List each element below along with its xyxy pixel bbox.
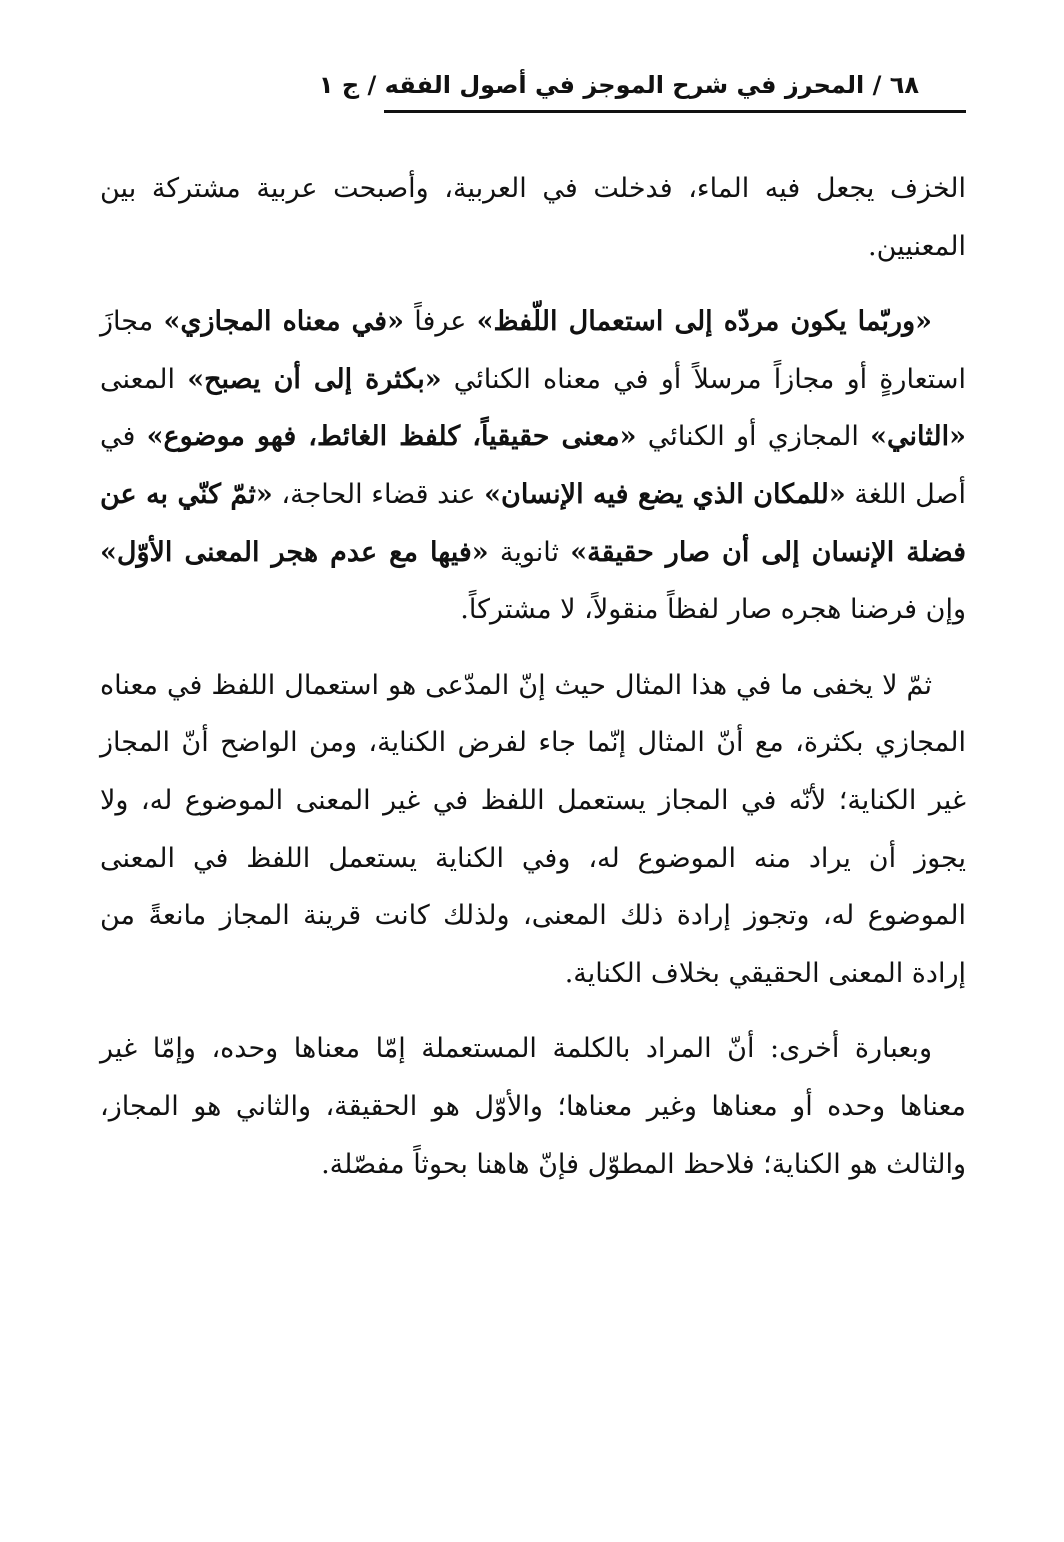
paragraph-3: ثمّ لا يخفى ما في هذا المثال حيث إنّ المدّعى هو استعمال اللفظ في معناه المجازي بكثرة، مع أنّ المثال إنّما جاء لفرض الكناية، ومن الواضح أنّ المجاز غير الكناية؛ لأنّه في المجاز يستعمل اللفظ في غير المعنى الموضوع له، ولا يجوز أن يراد منه الموضوع له، وفي الكناية يستعمل اللفظ في المعنى الموضوع له، وتجوز إرادة ذلك المعنى، ولذلك كانت قرينة المجاز مانعةً من إرادة المعنى الحقيقي بخلاف الكناية. — [100, 669, 966, 989]
quoted-phrase: «الثاني» — [870, 421, 966, 453]
body-text — [100, 160, 966, 1211]
running-head: ٦٨ / المحرز في شرح الموجز في أصول الفقه / ج ١ — [318, 71, 919, 99]
paragraph-4: وبعبارة أخرى: أنّ المراد بالكلمة المستعملة إمّا معناها وحده، وإمّا غير معناها وحده أو معناها وغير معناها؛ والأوّل هو الحقيقة، والثاني هو المجاز، والثالث هو الكناية؛ فلاحظ المطوّل فإنّ هاهنا بحوثاً مفصّلة. — [100, 1033, 966, 1180]
text-run: عرفاً — [403, 306, 477, 338]
text-run: المجازي أو الكنائي — [636, 421, 871, 453]
quoted-phrase: «ثمّ كنّي به عن فضلة الإنسان إلى أن صار حقيقة» — [100, 478, 966, 568]
quoted-phrase: «للمكان الذي يضع فيه الإنسان» — [484, 478, 846, 510]
quoted-phrase: «في معناه المجازي» — [163, 306, 404, 338]
quoted-phrase: «فيها مع عدم هجر المعنى الأوّل» — [100, 536, 489, 568]
paragraph-1: الخزف يجعل فيه الماء، فدخلت في العربية، وأصبحت عربية مشتركة بين المعنيين. — [100, 173, 966, 262]
quoted-phrase: «معنى حقيقياً، كلفظ الغائط، فهو موضوع» — [146, 421, 637, 453]
text-run: مجازَ استعارةٍ أو مجازاً مرسلاً أو في معناه الكنائي — [100, 306, 966, 395]
quoted-phrase: «وربّما يكون مردّه إلى استعمال اللّفظ» — [476, 306, 932, 338]
text-run: المعنى — [100, 363, 188, 395]
text-run: وإن فرضنا هجره صار لفظاً منقولاً، لا مشتركاً. — [460, 594, 966, 626]
paragraph-2 — [100, 293, 966, 639]
text-run: عند قضاء الحاجة، — [272, 478, 485, 510]
quoted-phrase: «بكثرة إلى أن يصبح» — [187, 363, 442, 395]
text-run: ثانوية — [488, 536, 571, 568]
text-run: في أصل اللغة — [100, 421, 966, 510]
header-rule — [384, 110, 966, 113]
